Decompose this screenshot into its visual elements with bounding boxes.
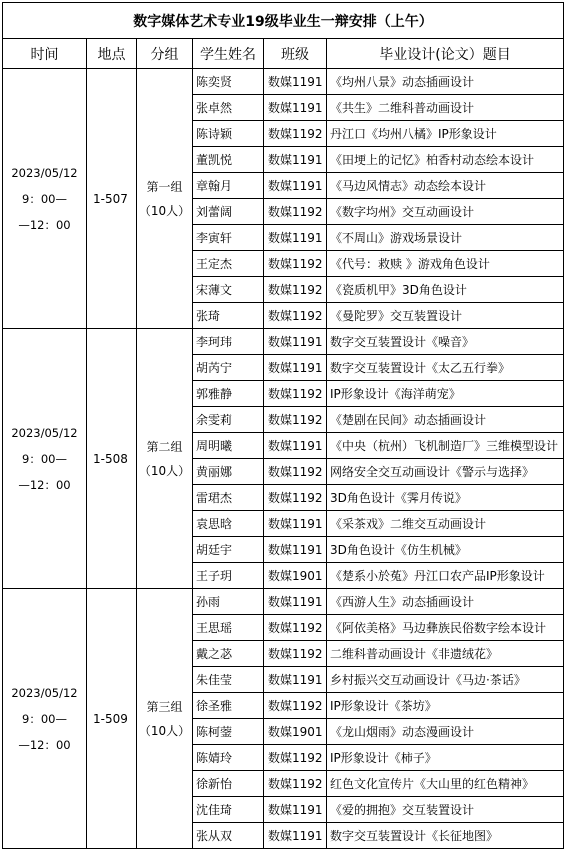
class-cell: 数媒1191 xyxy=(264,355,327,381)
group-cell xyxy=(137,329,193,589)
time-block xyxy=(11,680,77,758)
topic-cell: 3D角色设计《仿生机械》 xyxy=(327,537,564,563)
topic-cell: 《采茶戏》二维交互动画设计 xyxy=(327,511,564,537)
student-name-cell: 袁思晗 xyxy=(193,511,264,537)
class-cell: 数媒1901 xyxy=(264,719,327,745)
group-count-text: （10人） xyxy=(138,203,191,218)
group-block xyxy=(139,435,190,483)
topic-cell: 数字交互装置设计《长征地图》 xyxy=(327,823,564,849)
student-name-cell: 黄丽娜 xyxy=(193,459,264,485)
schedule-sheet xyxy=(2,2,564,849)
student-name-cell: 戴之苾 xyxy=(193,641,264,667)
table-row xyxy=(3,589,564,615)
topic-cell: 数字交互装置设计《噪音》 xyxy=(327,329,564,355)
header-student: 学生姓名 xyxy=(193,39,264,69)
student-name-cell: 胡廷宇 xyxy=(193,537,264,563)
topic-cell: 《共生》二维科普动画设计 xyxy=(327,95,564,121)
date-text: 2023/05/12 xyxy=(11,165,78,180)
class-cell: 数媒1192 xyxy=(264,485,327,511)
student-name-cell: 张琦 xyxy=(193,303,264,329)
topic-cell: 《楚系小於菟》丹江口农产品IP形象设计 xyxy=(327,563,564,589)
topic-cell: 《爱的拥抱》交互装置设计 xyxy=(327,797,564,823)
class-cell: 数媒1192 xyxy=(264,121,327,147)
student-name-cell: 沈佳琦 xyxy=(193,797,264,823)
title-row xyxy=(3,3,564,39)
topic-cell: 《阿依美格》马边彝族民俗数字绘本设计 xyxy=(327,615,564,641)
group-cell xyxy=(137,589,193,849)
class-cell: 数媒1192 xyxy=(264,459,327,485)
class-cell: 数媒1191 xyxy=(264,511,327,537)
topic-cell: 《数字均州》交互动画设计 xyxy=(327,199,564,225)
topic-cell: 《西游人生》动态插画设计 xyxy=(327,589,564,615)
topic-cell: 《均州八景》动态插画设计 xyxy=(327,69,564,95)
topic-cell: 二维科普动画设计《非遗绒花》 xyxy=(327,641,564,667)
student-name-cell: 李珂玮 xyxy=(193,329,264,355)
header-group: 分组 xyxy=(137,39,193,69)
topic-cell: 数字交互装置设计《太乙五行拳》 xyxy=(327,355,564,381)
student-name-cell: 刘蕾阔 xyxy=(193,199,264,225)
class-cell: 数媒1192 xyxy=(264,381,327,407)
student-name-cell: 余雯莉 xyxy=(193,407,264,433)
topic-cell: 《龙山烟雨》动态漫画设计 xyxy=(327,719,564,745)
class-cell: 数媒1191 xyxy=(264,797,327,823)
class-cell: 数媒1191 xyxy=(264,433,327,459)
header-time: 时间 xyxy=(3,39,87,69)
class-cell: 数媒1901 xyxy=(264,563,327,589)
class-cell: 数媒1192 xyxy=(264,199,327,225)
time-start-text: 9：00— xyxy=(22,191,67,206)
student-name-cell: 张从双 xyxy=(193,823,264,849)
student-name-cell: 郭雅静 xyxy=(193,381,264,407)
student-name-cell: 王子玥 xyxy=(193,563,264,589)
student-name-cell: 徐新怡 xyxy=(193,771,264,797)
student-name-cell: 董凯悦 xyxy=(193,147,264,173)
class-cell: 数媒1191 xyxy=(264,329,327,355)
group-count-text: （10人） xyxy=(138,723,191,738)
class-cell: 数媒1191 xyxy=(264,95,327,121)
topic-cell: 《中央（杭州）飞机制造厂》三维模型设计 xyxy=(327,433,564,459)
table-row xyxy=(3,69,564,95)
student-name-cell: 徐圣雅 xyxy=(193,693,264,719)
topic-cell: 《曼陀罗》交互装置设计 xyxy=(327,303,564,329)
time-end-text: —12：00 xyxy=(18,477,71,492)
student-name-cell: 朱佳莹 xyxy=(193,667,264,693)
time-cell xyxy=(3,589,87,849)
header-class: 班级 xyxy=(264,39,327,69)
date-text: 2023/05/12 xyxy=(11,425,78,440)
topic-cell: 《马边风情志》动态绘本设计 xyxy=(327,173,564,199)
time-start-text: 9：00— xyxy=(22,711,67,726)
location-cell: 1-508 xyxy=(87,329,137,589)
student-name-cell: 王定杰 xyxy=(193,251,264,277)
student-name-cell: 陈婧玲 xyxy=(193,745,264,771)
topic-cell: 乡村振兴交互动画设计《马边·茶话》 xyxy=(327,667,564,693)
student-name-cell: 章翰月 xyxy=(193,173,264,199)
student-name-cell: 陈柯蓥 xyxy=(193,719,264,745)
time-end-text: —12：00 xyxy=(18,737,71,752)
class-cell: 数媒1192 xyxy=(264,641,327,667)
student-name-cell: 李寅轩 xyxy=(193,225,264,251)
student-name-cell: 孙雨 xyxy=(193,589,264,615)
class-cell: 数媒1192 xyxy=(264,693,327,719)
group-name-text: 第二组 xyxy=(146,439,183,454)
table-title: 数字媒体艺术专业19级毕业生一辩安排（上午） xyxy=(3,3,564,39)
student-name-cell: 陈诗颖 xyxy=(193,121,264,147)
time-block xyxy=(11,160,77,238)
topic-cell: IP形象设计《茶坊》 xyxy=(327,693,564,719)
location-cell: 1-507 xyxy=(87,69,137,329)
class-cell: 数媒1191 xyxy=(264,537,327,563)
class-cell: 数媒1192 xyxy=(264,615,327,641)
class-cell: 数媒1191 xyxy=(264,667,327,693)
class-cell: 数媒1192 xyxy=(264,745,327,771)
topic-cell: 《田埂上的记忆》柏香村动态绘本设计 xyxy=(327,147,564,173)
topic-cell: 红色文化宣传片《大山里的红色精神》 xyxy=(327,771,564,797)
class-cell: 数媒1192 xyxy=(264,251,327,277)
class-cell: 数媒1192 xyxy=(264,407,327,433)
topic-cell: IP形象设计《海洋萌宠》 xyxy=(327,381,564,407)
date-text: 2023/05/12 xyxy=(11,685,78,700)
class-cell: 数媒1191 xyxy=(264,823,327,849)
group-block xyxy=(139,695,190,743)
student-name-cell: 陈奕贤 xyxy=(193,69,264,95)
time-block xyxy=(11,420,77,498)
defense-schedule-table xyxy=(2,2,564,849)
topic-cell: 《代号：救赎 》游戏角色设计 xyxy=(327,251,564,277)
topic-cell: 丹江口《均州八橘》IP形象设计 xyxy=(327,121,564,147)
topic-cell: 3D角色设计《霁月传说》 xyxy=(327,485,564,511)
student-name-cell: 周明曦 xyxy=(193,433,264,459)
group-block xyxy=(139,175,190,223)
student-name-cell: 雷珺杰 xyxy=(193,485,264,511)
group-cell xyxy=(137,69,193,329)
table-row xyxy=(3,329,564,355)
class-cell: 数媒1191 xyxy=(264,69,327,95)
class-cell: 数媒1192 xyxy=(264,771,327,797)
class-cell: 数媒1191 xyxy=(264,147,327,173)
class-cell: 数媒1192 xyxy=(264,303,327,329)
topic-cell: 《瓷质机甲》3D角色设计 xyxy=(327,277,564,303)
header-topic: 毕业设计(论文）题目 xyxy=(327,39,564,69)
topic-cell: 《不周山》游戏场景设计 xyxy=(327,225,564,251)
student-name-cell: 宋薄文 xyxy=(193,277,264,303)
time-cell xyxy=(3,69,87,329)
student-name-cell: 王思瑶 xyxy=(193,615,264,641)
class-cell: 数媒1191 xyxy=(264,589,327,615)
time-end-text: —12：00 xyxy=(18,217,71,232)
header-location: 地点 xyxy=(87,39,137,69)
group-name-text: 第三组 xyxy=(146,699,183,714)
topic-cell: 网络安全交互动画设计《警示与选择》 xyxy=(327,459,564,485)
student-name-cell: 张卓然 xyxy=(193,95,264,121)
time-start-text: 9：00— xyxy=(22,451,67,466)
class-cell: 数媒1191 xyxy=(264,225,327,251)
class-cell: 数媒1191 xyxy=(264,173,327,199)
time-cell xyxy=(3,329,87,589)
topic-cell: IP形象设计《柿子》 xyxy=(327,745,564,771)
class-cell: 数媒1192 xyxy=(264,277,327,303)
location-cell: 1-509 xyxy=(87,589,137,849)
group-count-text: （10人） xyxy=(138,463,191,478)
topic-cell: 《楚剧在民间》动态插画设计 xyxy=(327,407,564,433)
student-name-cell: 胡芮宁 xyxy=(193,355,264,381)
group-name-text: 第一组 xyxy=(146,179,183,194)
header-row xyxy=(3,39,564,69)
